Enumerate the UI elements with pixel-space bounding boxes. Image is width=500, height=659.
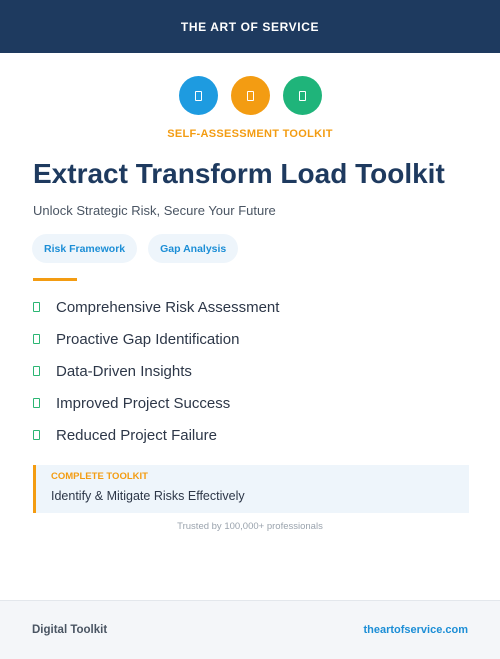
feature-label: Improved Project Success bbox=[56, 394, 231, 412]
subtitle: Unlock Strategic Risk, Secure Your Future bbox=[33, 203, 276, 218]
footer-label: Digital Toolkit bbox=[32, 624, 108, 636]
website-link[interactable]: theartofservice.com bbox=[363, 624, 468, 636]
feature-list bbox=[33, 297, 279, 457]
check-icon bbox=[33, 366, 40, 376]
footer bbox=[0, 600, 500, 659]
list-item bbox=[33, 361, 279, 381]
icon-row bbox=[0, 76, 500, 114]
accent-divider bbox=[33, 278, 77, 281]
kicker: SELF-ASSESSMENT TOOLKIT bbox=[167, 128, 333, 140]
list-item bbox=[33, 329, 279, 349]
feature-label: Comprehensive Risk Assessment bbox=[56, 298, 280, 316]
page-title: Extract Transform Load Toolkit bbox=[33, 158, 445, 189]
green-square-icon bbox=[283, 76, 322, 115]
tag-risk-framework[interactable]: Risk Framework bbox=[32, 234, 137, 263]
list-item bbox=[33, 425, 279, 445]
blue-square-icon bbox=[179, 76, 218, 115]
list-item bbox=[33, 393, 279, 413]
tag-list bbox=[32, 234, 238, 263]
brand-name: THE ART OF SERVICE bbox=[180, 19, 320, 34]
list-item bbox=[33, 297, 279, 317]
check-icon bbox=[33, 302, 40, 312]
check-icon bbox=[33, 430, 40, 440]
feature-label: Reduced Project Failure bbox=[56, 426, 217, 444]
callout-box bbox=[33, 465, 469, 513]
check-icon bbox=[33, 398, 40, 408]
trust-note: Trusted by 100,000+ professionals bbox=[177, 521, 323, 532]
callout-text: Identify & Mitigate Risks Effectively bbox=[51, 489, 245, 503]
orange-square-icon bbox=[231, 76, 270, 115]
feature-label: Proactive Gap Identification bbox=[56, 330, 240, 348]
tag-gap-analysis[interactable]: Gap Analysis bbox=[148, 234, 238, 263]
feature-label: Data-Driven Insights bbox=[56, 362, 192, 380]
header-bar bbox=[0, 0, 500, 53]
callout-kicker: COMPLETE TOOLKIT bbox=[51, 471, 148, 482]
check-icon bbox=[33, 334, 40, 344]
